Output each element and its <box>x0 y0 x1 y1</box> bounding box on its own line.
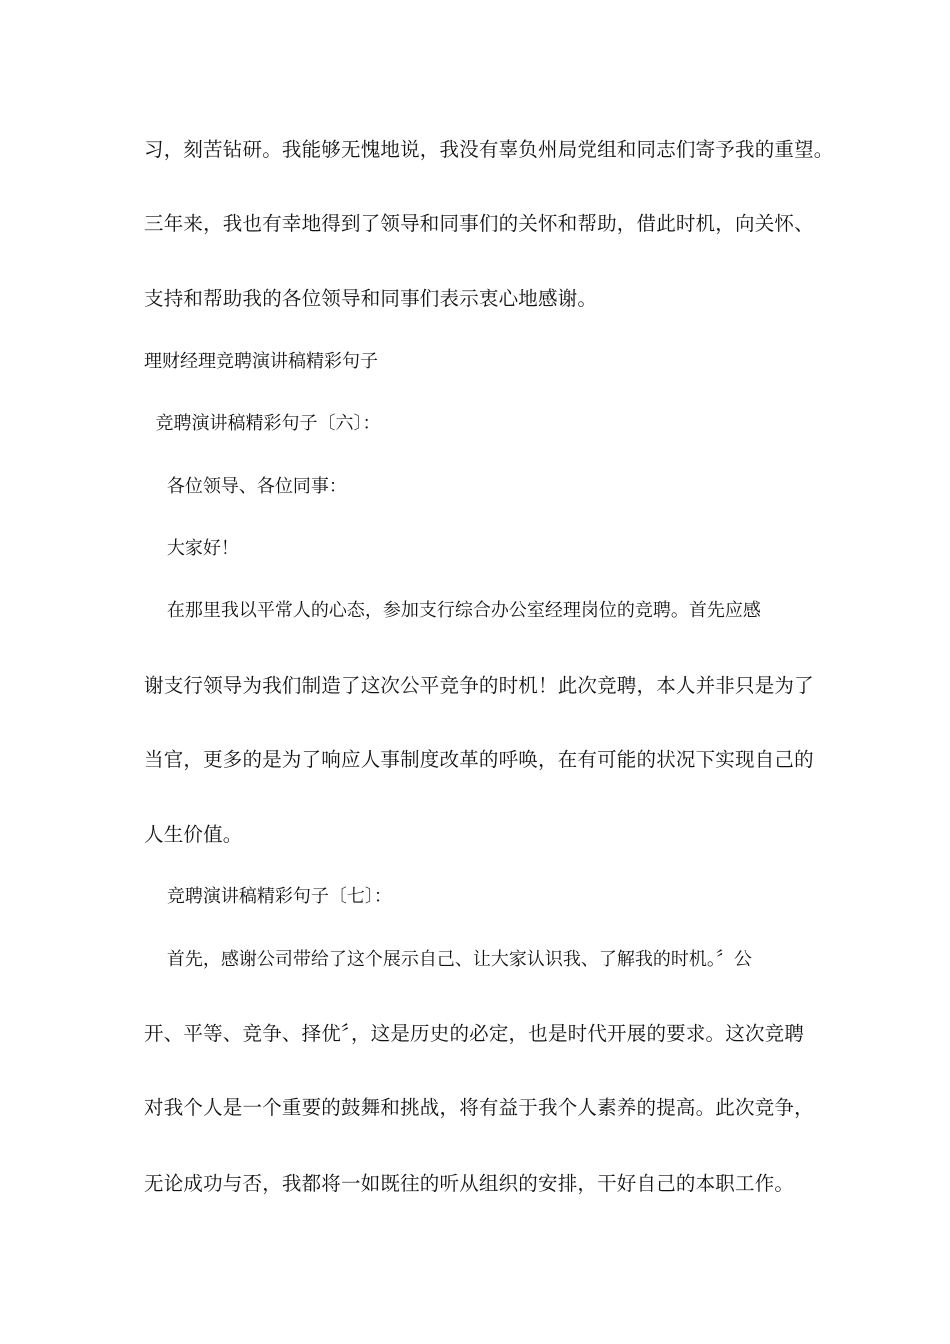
paragraph-line: 对我个人是一个重要的鼓舞和挑战，将有益于我个人素养的提高。此次竞争， <box>144 1096 814 1119</box>
paragraph-line: 人生价值。 <box>144 823 243 846</box>
paragraph-line: 无论成功与否，我都将一如既往的听从组织的安排，干好自己的本职工作。 <box>144 1172 795 1195</box>
subsection-heading: 竞聘演讲稿精彩句子〔六〕： <box>144 413 381 434</box>
paragraph-line: 习，刻苦钻研。我能够无愧地说，我没有辜负州局党组和同志们寄予我的重望。 <box>144 138 834 161</box>
paragraph-line: 首先，感谢公司带给了这个展示自己、让大家认识我、了解我的时机。〞公 <box>144 949 752 970</box>
salutation: 各位领导、各位同事： <box>144 476 347 497</box>
paragraph-line: 支持和帮助我的各位领导和同事们表示衷心地感谢。 <box>144 287 598 310</box>
paragraph-line: 开、平等、竞争、择优〞，这是历史的必定，也是时代开展的要求。这次竞聘 <box>144 1022 805 1045</box>
greeting: 大家好！ <box>144 538 239 559</box>
subsection-heading: 竞聘演讲稿精彩句子〔七〕： <box>144 886 392 907</box>
paragraph-line: 当官，更多的是为了响应人事制度改革的呼唤，在有可能的状况下实现自己的 <box>144 748 814 771</box>
section-heading: 理财经理竞聘演讲稿精彩句子 <box>144 351 378 372</box>
paragraph-line: 在那里我以平常人的心态，参加支行综合办公室经理岗位的竞聘。首先应感 <box>144 600 761 621</box>
paragraph-line: 谢支行领导为我们制造了这次公平竞争的时机！此次竞聘，本人并非只是为了 <box>144 674 814 697</box>
paragraph-line: 三年来，我也有幸地得到了领导和同事们的关怀和帮助，借此时机，向关怀、 <box>144 212 814 235</box>
